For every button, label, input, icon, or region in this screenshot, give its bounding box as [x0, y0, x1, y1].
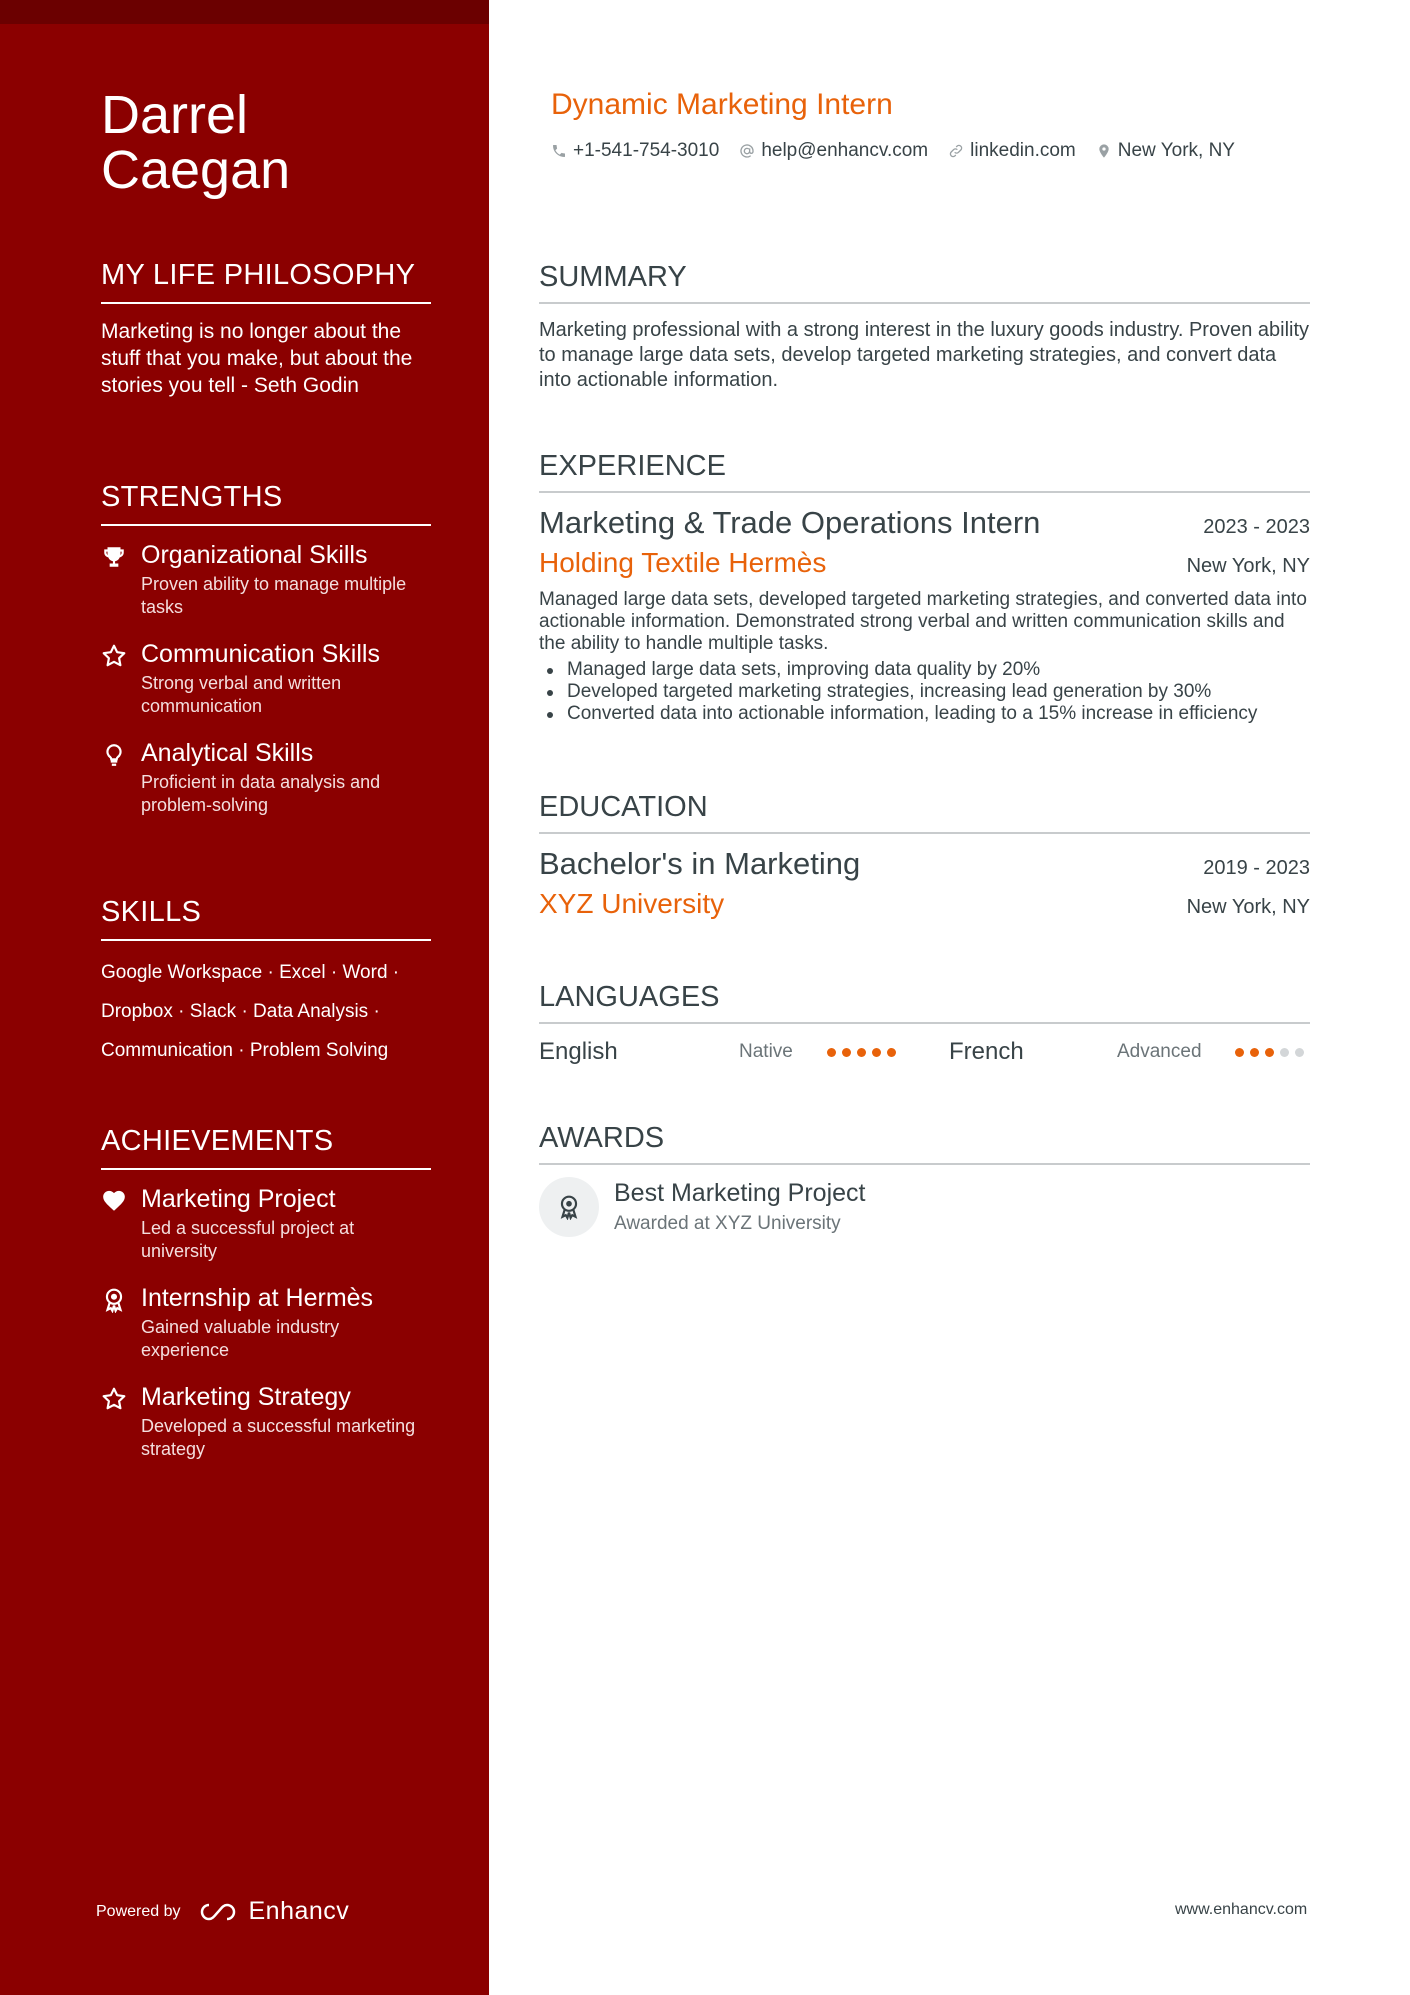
strength-desc: Strong verbal and written communication [141, 673, 342, 716]
star-icon [101, 643, 127, 669]
powered-by-label: Powered by [96, 1902, 181, 1920]
medal-icon [556, 1194, 582, 1220]
achievement-title: Marketing Strategy [141, 1383, 351, 1411]
education-degree: Bachelor's in Marketing [539, 846, 861, 881]
lightbulb-icon [101, 742, 127, 768]
contact-phone[interactable] [551, 140, 719, 162]
philosophy-title: MY LIFE PHILOSOPHY [101, 258, 431, 304]
education-location: New York, NY [1186, 896, 1310, 918]
contact-link[interactable] [948, 140, 1076, 162]
brand-logo[interactable] [195, 1897, 350, 1926]
experience-company: Holding Textile Hermès [539, 547, 827, 578]
contact-text: New York, NY [1117, 140, 1235, 161]
rating-dot-filled [1265, 1048, 1274, 1057]
brand-name: Enhancv [248, 1897, 350, 1925]
achievement-desc: Led a successful project at university [141, 1218, 355, 1261]
award-item [539, 1177, 1310, 1237]
awards-section [539, 1121, 1310, 1237]
experience-bullets [539, 659, 1310, 725]
achievement-item [101, 1184, 431, 1263]
rating-dot-filled [872, 1048, 881, 1057]
skills-line: Communication · Problem Solving [101, 1040, 389, 1061]
language-name: English [539, 1038, 618, 1065]
sidebar-top-bar [0, 0, 489, 24]
education-dates: 2019 - 2023 [1203, 857, 1310, 879]
location-icon [1096, 143, 1112, 159]
list-item: Developed targeted marketing strategies, increasing lead generation by 30% [539, 681, 1310, 703]
award-title: Best Marketing Project [614, 1179, 866, 1207]
achievements-section [101, 1124, 431, 1461]
rating-dot-filled [857, 1048, 866, 1057]
experience-role: Marketing & Trade Operations Intern [539, 505, 1041, 540]
education-section [539, 790, 1310, 920]
strength-desc: Proven ability to manage multiple tasks [141, 574, 407, 617]
summary-title: SUMMARY [539, 260, 1310, 304]
experience-subheader [539, 547, 1310, 579]
first-name: Darrel [101, 85, 249, 145]
language-item [539, 1038, 949, 1066]
experience-location: New York, NY [1186, 555, 1310, 577]
person-name [101, 85, 291, 200]
language-name: French [949, 1038, 1024, 1065]
footer-website[interactable]: www.enhancv.com [1175, 1901, 1308, 1918]
contact-text: linkedin.com [970, 140, 1076, 161]
language-level: Native [739, 1041, 793, 1062]
rating-dot-filled [887, 1048, 896, 1057]
award-body [614, 1177, 866, 1235]
list-item: Managed large data sets, improving data quality by 20% [539, 659, 1310, 681]
achievement-title: Marketing Project [141, 1185, 336, 1213]
awards-title: AWARDS [539, 1121, 1310, 1165]
skills-section [101, 895, 431, 1070]
contact-bar [551, 140, 1235, 162]
contact-location [1096, 140, 1235, 162]
achievement-desc: Gained valuable industry experience [141, 1317, 340, 1360]
experience-header [539, 505, 1310, 541]
rating-dot-filled [827, 1048, 836, 1057]
contact-text: +1-541-754-3010 [573, 140, 720, 161]
heart-icon [101, 1188, 127, 1214]
sidebar [0, 0, 489, 1995]
language-level: Advanced [1117, 1041, 1202, 1062]
strength-title: Analytical Skills [141, 739, 314, 767]
language-rating [827, 1048, 896, 1057]
strength-item [101, 738, 431, 817]
achievement-item [101, 1382, 431, 1461]
rating-dot-filled [1235, 1048, 1244, 1057]
language-rating [1235, 1048, 1304, 1057]
language-item [949, 1038, 1310, 1066]
last-name: Caegan [101, 140, 291, 200]
achievement-desc: Developed a successful marketing strategy [141, 1416, 416, 1459]
award-icon-badge [539, 1177, 599, 1237]
powered-by [96, 1897, 349, 1926]
skills-title: SKILLS [101, 895, 431, 941]
star-icon [101, 1386, 127, 1412]
education-subheader [539, 888, 1310, 920]
enhancv-logo-icon [195, 1900, 241, 1924]
achievement-title: Internship at Hermès [141, 1284, 374, 1312]
medal-icon [101, 1287, 127, 1313]
strengths-title: STRENGTHS [101, 480, 431, 526]
rating-dot-empty [1280, 1048, 1289, 1057]
education-school: XYZ University [539, 888, 725, 919]
languages-title: LANGUAGES [539, 980, 1310, 1024]
languages-row [539, 1038, 1310, 1066]
link-icon [948, 143, 964, 159]
rating-dot-empty [1295, 1048, 1304, 1057]
strength-title: Communication Skills [141, 640, 380, 668]
skills-line: Google Workspace · Excel · Word · [101, 962, 400, 983]
skills-list [101, 953, 431, 1070]
strengths-section [101, 480, 431, 817]
achievement-item [101, 1283, 431, 1362]
summary-text: Marketing professional with a strong interest in the luxury goods industry. Proven ability to manage large data sets, develop targeted marketing strategies, and convert data into actionable information. [539, 319, 1310, 391]
strength-item [101, 540, 431, 619]
trophy-icon [101, 544, 127, 570]
strength-title: Organizational Skills [141, 541, 368, 569]
contact-text: help@enhancv.com [761, 140, 929, 161]
experience-desc: Managed large data sets, developed targeted marketing strategies, and converted data into actionable information. Demonstrated strong verbal and written communication skills and the ability to handle multiple tasks. [539, 589, 1307, 654]
achievements-title: ACHIEVEMENTS [101, 1124, 431, 1170]
contact-email[interactable] [739, 140, 928, 162]
languages-section [539, 980, 1310, 1066]
philosophy-section [101, 258, 431, 399]
summary-section [539, 260, 1310, 393]
headline: Dynamic Marketing Intern [551, 88, 893, 121]
philosophy-text: Marketing is no longer about the stuff that you make, but about the stories you tell - Seth Godin [101, 320, 413, 397]
experience-section [539, 449, 1310, 725]
strength-item [101, 639, 431, 718]
skills-line: Dropbox · Slack · Data Analysis · [101, 1001, 380, 1022]
education-header [539, 846, 1310, 882]
at-icon [739, 143, 755, 159]
phone-icon [551, 143, 567, 159]
experience-dates: 2023 - 2023 [1203, 516, 1310, 538]
rating-dot-filled [842, 1048, 851, 1057]
rating-dot-filled [1250, 1048, 1259, 1057]
experience-title: EXPERIENCE [539, 449, 1310, 493]
education-title: EDUCATION [539, 790, 1310, 834]
strength-desc: Proficient in data analysis and problem-solving [141, 772, 381, 815]
award-desc: Awarded at XYZ University [614, 1213, 841, 1234]
list-item: Converted data into actionable information, leading to a 15% increase in efficiency [539, 703, 1310, 725]
